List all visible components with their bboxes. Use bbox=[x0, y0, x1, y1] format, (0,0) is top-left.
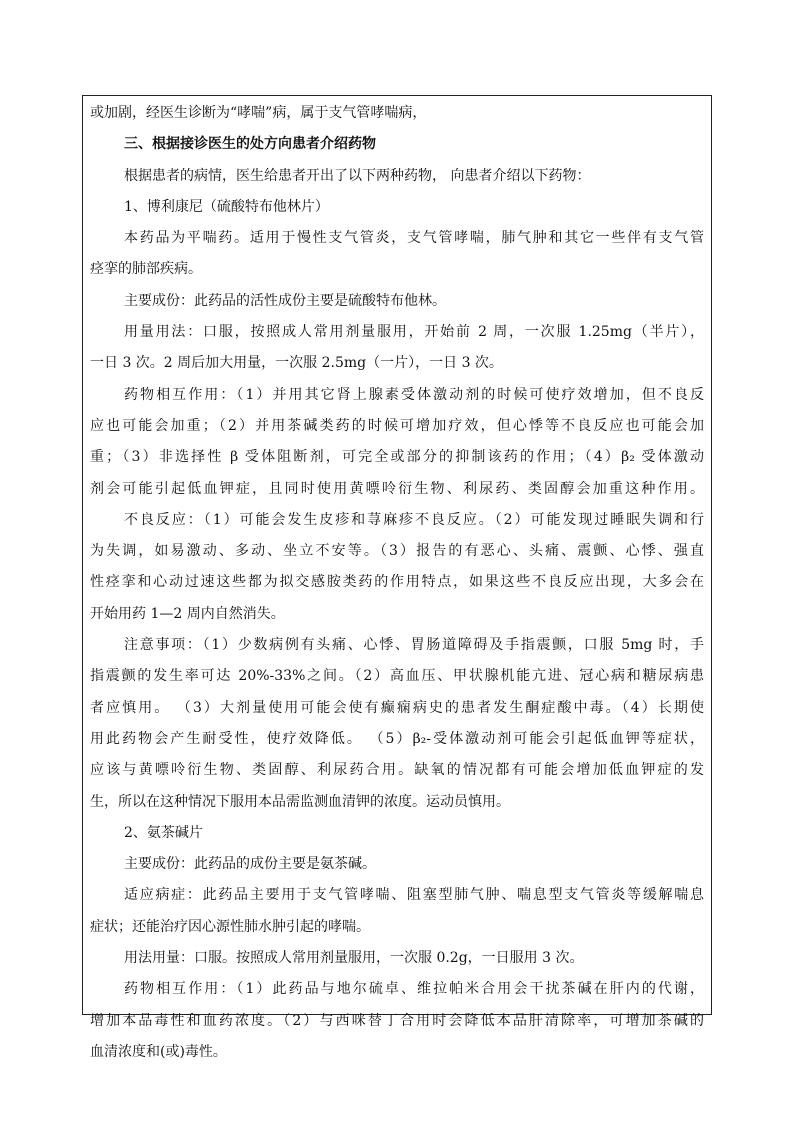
document-table-cell bbox=[82, 95, 712, 1060]
text-line: 主要成份：此药品的成份主要是氨茶碱。 bbox=[124, 856, 376, 873]
text-line: 增加本品毒性和血药浓度。（2）与西咪替丁合用时会降低本品肝清除率，可增加茶碱的 bbox=[90, 1012, 704, 1029]
text-line: 开始用药 1—2 周内自然消失。 bbox=[90, 605, 285, 622]
text-line: 应也可能会加重；（2）并用茶碱类药的时候可增加疗效，但心悸等不良反应也可能会加 bbox=[90, 417, 704, 434]
text-line: 主要成份：此药品的活性成份主要是硫酸特布他林。 bbox=[124, 292, 446, 309]
text-line: 生，所以在这种情况下服用本品需监测血清钾的浓度。运动员慎用。 bbox=[90, 793, 510, 810]
text-line: 剂会可能引起低血钾症，且同时使用黄嘌呤衍生物、利尿药、类固醇会加重这种作用。 bbox=[90, 480, 704, 497]
text-line: 1、博利康尼（硫酸特布他林片） bbox=[124, 198, 329, 215]
text-line: 一日 3 次。2 周后加大用量，一次服 2.5mg（一片），一日 3 次。 bbox=[90, 355, 503, 372]
text-line: 药物相互作用：（1）并用其它肾上腺素受体激动剂的时候可使疗效增加，但不良反 bbox=[124, 386, 704, 403]
text-line: 指震颤的发生率可达 20%-33%之间。（2）高血压、甲状腺机能亢进、冠心病和糖尿病患 bbox=[90, 668, 704, 685]
text-line: 不良反应：（1）可能会发生皮疹和荨麻疹不良反应。（2）可能发现过睡眠失调和行 bbox=[124, 511, 704, 528]
text-line: 痉挛的肺部疾病。 bbox=[90, 261, 202, 278]
text-line: 血清浓度和(或)毒性。 bbox=[90, 1043, 227, 1060]
text-line: 本药品为平喘药。适用于慢性支气管炎，支气管哮喘，肺气肿和其它一些伴有支气管 bbox=[124, 230, 704, 247]
text-line: 症状；还能治疗因心源性肺水肿引起的哮喘。 bbox=[90, 918, 370, 935]
text-line: 药物相互作用：（1）此药品与地尔硫卓、维拉帕米合用会干扰茶碱在肝内的代谢， bbox=[124, 981, 704, 998]
text-line: 者应慎用。 （3）大剂量使用可能会使有癫痫病史的患者发生酮症酸中毒。（4）长期使 bbox=[90, 699, 704, 716]
text-line: 性痉挛和心动过速这些都为拟交感胺类药的作用特点，如果这些不良反应出现，大多会在 bbox=[90, 574, 704, 591]
text-line: 为失调，如易激动、多动、坐立不安等。（3）报告的有恶心、头痛、震颤、心悸、强直 bbox=[90, 543, 704, 560]
text-line: 用此药物会产生耐受性，使疗效降低。 （5）β₂-受体激动剂可能会引起低血钾等症状， bbox=[90, 730, 704, 747]
text-line: 重；（3）非选择性 β 受体阻断剂，可完全或部分的抑制该药的作用；（4）β₂ 受体激动 bbox=[90, 449, 704, 466]
section-heading: 三、根据接诊医生的处方向患者介绍药物 bbox=[124, 136, 376, 153]
text-line: 应该与黄嘌呤衍生物、类固醇、利尿药合用。缺氧的情况都有可能会增加低血钾症的发 bbox=[90, 762, 704, 779]
text-line: 用量用法：口服，按照成人常用剂量服用，开始前 2 周，一次服 1.25mg（半片）， bbox=[124, 324, 704, 341]
text-line: 注意事项：（1）少数病例有头痛、心悸、胃肠道障碍及手指震颤，口服 5mg 时，手 bbox=[124, 637, 704, 654]
text-line: 适应病症：此药品主要用于支气管哮喘、阻塞型肺气肿、喘息型支气管炎等缓解喘息 bbox=[124, 887, 704, 904]
text-line: 2、氨茶碱片 bbox=[124, 824, 203, 841]
text-line: 用法用量：口服。按照成人常用剂量服用，一次服 0.2g，一日服用 3 次。 bbox=[124, 950, 584, 967]
text-line: 根据患者的病情，医生给患者开出了以下两种药物， 向患者介绍以下药物： bbox=[124, 167, 591, 184]
text-line: 或加剧，经医生诊断为“哮喘”病，属于支气管哮喘病， bbox=[90, 105, 427, 121]
